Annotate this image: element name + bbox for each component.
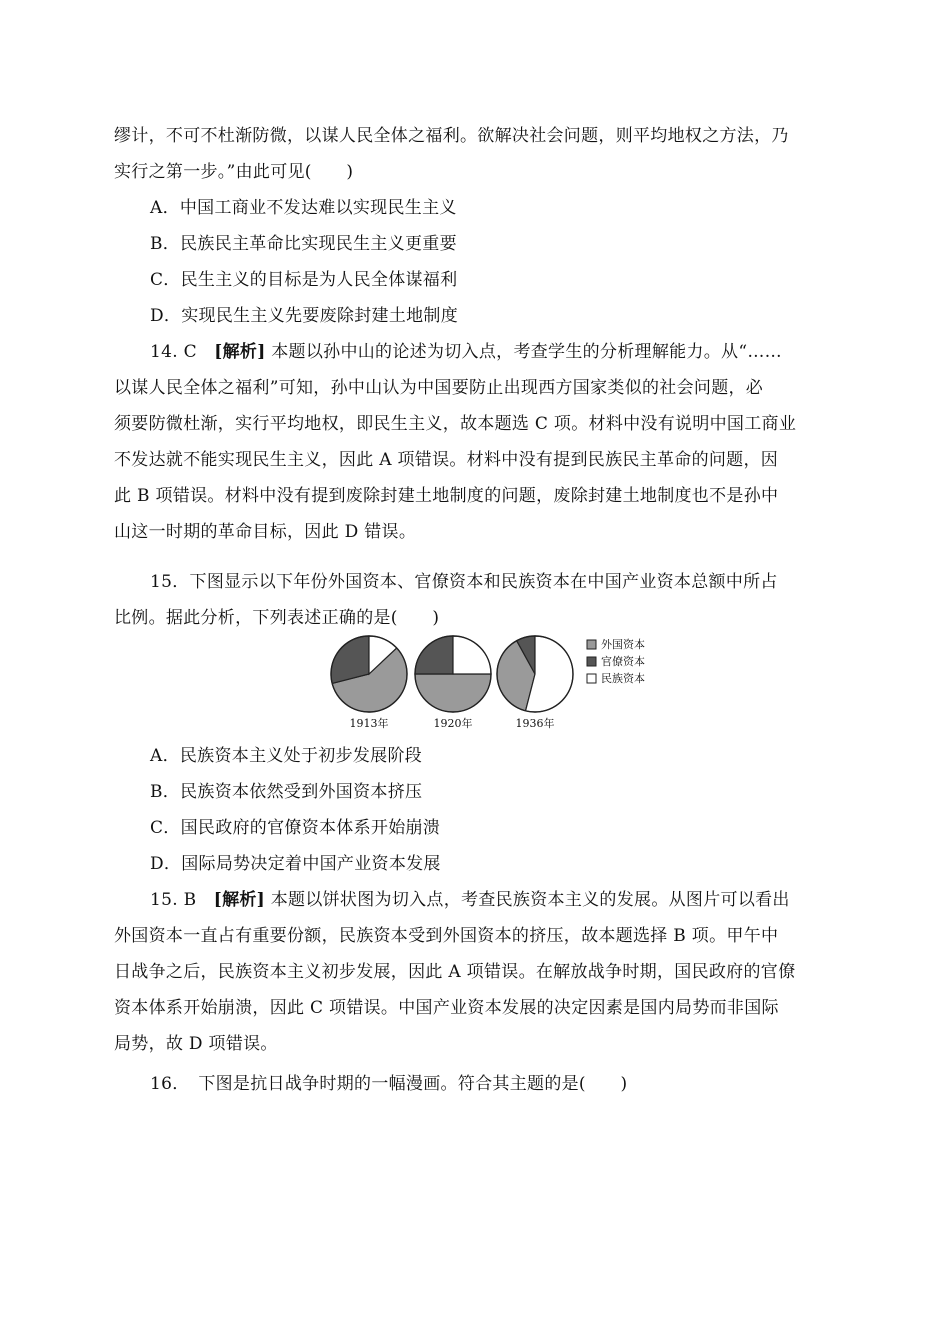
- legend-label: 官僚资本: [601, 655, 645, 668]
- answer-text: 本题以饼状图为切入点，考查民族资本主义的发展。从图片可以看出: [265, 890, 790, 910]
- pie-year-label: 1936年: [515, 717, 555, 730]
- text-line: 不发达就不能实现民生主义，因此 A 项错误。材料中没有提到民族民主革命的问题，因: [114, 450, 779, 470]
- legend-swatch: [587, 674, 596, 683]
- text-line: 以谋人民全体之福利”可知，孙中山认为中国要防止出现西方国家类似的社会问题，必: [114, 378, 764, 398]
- answer-text: 本题以孙中山的论述为切入点，考查学生的分析理解能力。从“……: [265, 342, 782, 362]
- pie-chart: [325, 628, 675, 738]
- answer-label: 14. C: [150, 342, 215, 362]
- legend-swatch: [587, 657, 596, 666]
- text-line: 日战争之后，民族资本主义初步发展，因此 A 项错误。在解放战争时期，国民政府的官僚: [114, 962, 796, 982]
- q15-option-d: D．国际局势决定着中国产业资本发展: [150, 854, 441, 874]
- q14-option-a: A．中国工商业不发达难以实现民生主义: [150, 198, 457, 218]
- q15-stem: 15．下图显示以下年份外国资本、官僚资本和民族资本在中国产业资本总额中所占: [150, 572, 778, 592]
- text-line: 此 B 项错误。材料中没有提到废除封建土地制度的问题，废除封建土地制度也不是孙中: [114, 486, 779, 506]
- text-line: 资本体系开始崩溃，因此 C 项错误。中国产业资本发展的决定因素是国内局势而非国际: [114, 998, 779, 1018]
- q15-option-b: B．民族资本依然受到外国资本挤压: [150, 782, 423, 802]
- q14-option-d: D．实现民生主义先要废除封建土地制度: [150, 306, 459, 326]
- q15-answer-line: [150, 882, 838, 918]
- text-line: 山这一时期的革命目标，因此 D 错误。: [114, 522, 417, 542]
- text-line: 须要防微杜渐，实行平均地权，即民生主义，故本题选 C 项。材料中没有说明中国工商业: [114, 414, 797, 434]
- q14-option-c: C．民生主义的目标是为人民全体谋福利: [150, 270, 458, 290]
- text-line: 比例。据此分析，下列表述正确的是( ): [114, 608, 440, 628]
- answer-label: 15. B: [150, 890, 214, 910]
- q15-option-a: A．民族资本主义处于初步发展阶段: [150, 746, 423, 766]
- legend-label: 民族资本: [601, 672, 645, 685]
- text-line: 缪计，不可不杜渐防微，以谋人民全体之福利。欲解决社会问题，则平均地权之方法，乃: [114, 126, 789, 146]
- analysis-tag: [解析]: [213, 890, 266, 910]
- text-line: 外国资本一直占有重要份额，民族资本受到外国资本的挤压，故本题选择 B 项。甲午中: [114, 926, 779, 946]
- legend-label: 外国资本: [601, 638, 645, 651]
- analysis-tag: [解析]: [214, 342, 266, 362]
- pie-slice: [415, 674, 491, 712]
- q14-option-b: B．民族民主革命比实现民生主义更重要: [150, 234, 457, 254]
- pie-chart-figure: [325, 628, 675, 738]
- pie-year-label: 1913年: [349, 717, 389, 730]
- pie-year-label: 1920年: [433, 717, 473, 730]
- q15-option-c: C．国民政府的官僚资本体系开始崩溃: [150, 818, 441, 838]
- legend-swatch: [587, 640, 596, 649]
- text-line: 局势，故 D 项错误。: [114, 1034, 278, 1054]
- q14-answer-line: [150, 334, 838, 370]
- text-line: 实行之第一步。”由此可见( ): [114, 162, 354, 182]
- q16-stem: 16． 下图是抗日战争时期的一幅漫画。符合其主题的是( ): [150, 1074, 628, 1094]
